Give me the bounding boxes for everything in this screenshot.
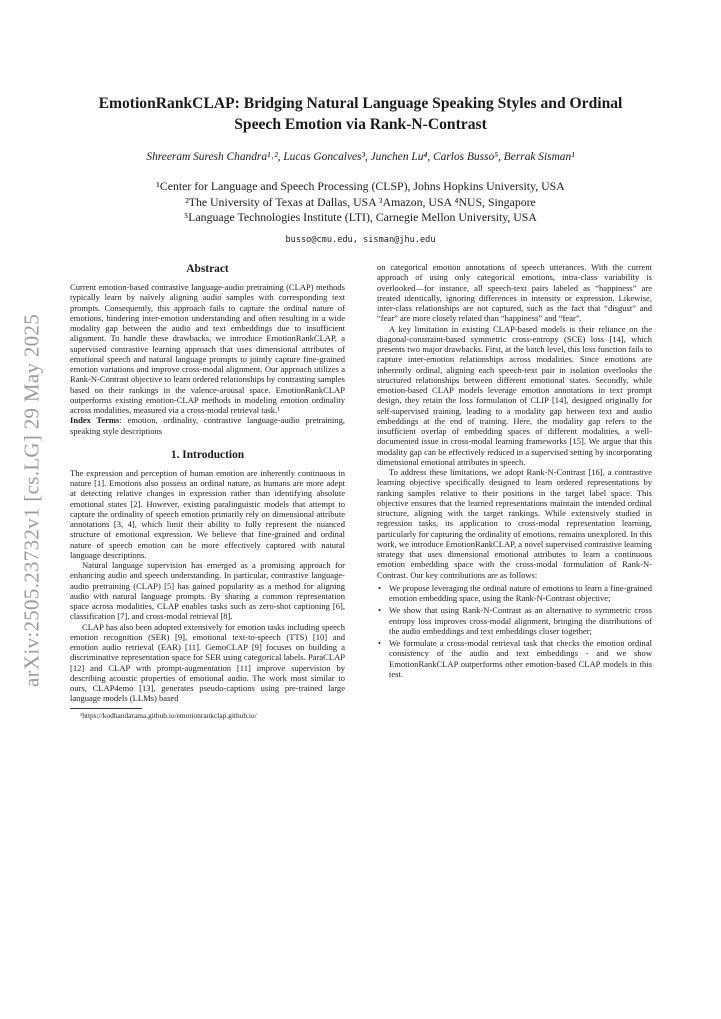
index-terms-label: Index Terms [70,415,120,426]
index-terms-text: : emotion, ordinality, contrastive language-audio pretraining, speaking style descriptions [70,415,345,436]
abstract-text: Current emotion-based contrastive language-audio pretraining (CLAP) methods typically learn by naïvely aligning audio samples with corresponding text prompts. Consequently, this approach fails to capture the ordinal nature of emotions, hindering inter-emotion understanding and often resulting in a wide modality gap between the audio and text embeddings due to insufficient alignment. To handle these drawbacks, we introduce EmotionRankCLAP, a supervised contrastive learning approach that uses dimensional attributes of emotional speech and natural language prompts to jointly capture fine-grained emotion variations and improve cross-modal alignment. Our approach utilizes a Rank-N-Contrast objective to learn ordered relationships by contrasting samples based on their rankings in the valence-arousal space. EmotionRankCLAP outperforms existing emotion-CLAP methods in modeling emotion ordinality across modalities, measured via a cross-modal retrieval task.¹ [70,282,345,415]
contribution-item [377,605,652,636]
contribution-item [377,583,652,604]
introduction-heading: 1. Introduction [170,448,245,461]
abstract-heading: Abstract [186,263,229,275]
paper-title [60,93,661,135]
contribution-item [377,638,652,679]
arxiv-identifier-stamp: arXiv:2505.23732v1 [cs.LG] 29 May 2025 [19,313,44,687]
intro-paragraph-3: CLAP has also been adopted extensively for emotion tasks including speech emotion recognition (SER) [9], emotional text-to-speech (TTS) [10] and emotion audio retrieval (EAR) [11]. GemoCLAP [9] focuses on building a discriminative representation space for SER using categorical labels. ParaCLAP [12] and CLAP with prompt-augmentation [11] improve supervision by describing acoustic properties of emotional audio. The work most similar to ours, CLAP4emo [13], generates pseudo-captions using pre-trained large language models (LLMs) based [70,621,345,704]
contribution-text: We propose leveraging the ordinal nature of emotions to learn a fine-grained emotion embedding space, using the Rank-N-Contrast objective; [389,582,652,603]
contact-emails: busso@cmu.edu, sisman@jhu.edu [285,235,436,245]
bullet-icon: • [378,638,381,648]
right-column [377,262,652,681]
author-list: Shreeram Suresh Chandra¹˒², Lucas Goncalves³, Junchen Lu⁴, Carlos Busso⁵, Berrak Sisman¹ [146,151,575,163]
bullet-icon: • [378,582,381,593]
affiliation-line-2: ²The University of Texas at Dallas, USA ³Amazon, USA ⁴NUS, Singapore [185,194,536,209]
title-line-2: Speech Emotion via Rank-N-Contrast [234,116,487,133]
left-column [70,262,345,720]
right-paragraph-3: To address these limitations, we adopt Rank-N-Contrast [16], a contrastive learning objective specifically designed to learn ordered representations by ranking samples relative to their positions in the target label space. This objective ensures that the learned representations maintain the intended ordinal structure, aligning with the target rankings. While extensively studied in regression tasks, its application to cross-modal representation learning, particularly for capturing the ordinality of emotions, remains unexplored. In this work, we introduce EmotionRankCLAP, a novel supervised contrastive learning strategy that uses dimensional emotional attributes to learn a continuous emotion embedding space with the cross-modal formulation of Rank-N-Contrast. Our key contributions are as follows: [377,467,652,580]
right-paragraph-1: on categorical emotion annotations of speech utterances. With the current approach of using only categorical emotions, intra-class variability is overlooked—for instance, all speech-text pairs labeled as “happiness” are treated identically, ignoring differences in intensity or expression. Likewise, inter-class relationships are not captured, such as the fact that “disgust” and “fear” are more closely related than “happiness” and “fear”. [377,262,652,324]
bullet-icon: • [378,605,381,616]
intro-paragraph-2: Natural language supervision has emerged as a promising approach for enhancing audio and speech understanding. In particular, contrastive language-audio pretraining (CLAP) [5] has gained popularity as a method for aligning audio with natural language prompts. By sharing a common representation space across modalities, CLAP enables tasks such as zero-shot captioning [6], classification [7], and cross-modal retrieval [8]. [70,560,345,622]
intro-paragraph-1: The expression and perception of human emotion are inherently continuous in nature [1]. Emotions also possess an ordinal nature, as humans are more adept at detecting relative changes in expression rather than identifying absolute emotional states [2]. However, existing paralinguistic models that attempt to capture the ordinality of speech emotion primarily rely on dimensional attribute annotations [3, 4], which limit their ability to fully represent the nuanced structure of emotional expression. We believe that fine-grained and ordinal nature of speech emotion can be more effectively captured with natural language descriptions. [70,467,345,560]
index-terms [70,415,345,436]
contribution-text: We show that using Rank-N-Contrast as an alternative to symmetric cross entropy loss improves cross-modal alignment, bringing the distributions of the audio embeddings and text embeddings closer together; [389,605,652,636]
affiliations [60,179,661,226]
right-paragraph-2: A key limitation in existing CLAP-based models is their reliance on the diagonal-constraint-based symmetric cross-entropy (SCE) loss [14], which presents two major drawbacks. First, at the batch level, this loss function fails to capture inter-emotion relationships across modalities. Since emotions are inherently ordinal, aligning each speech-text pair in isolation overlooks the structured relationships between different emotional states. Secondly, while emotion-based CLAP models leverage emotion annotations in text prompt design, they retain the loss formulation of CLIP [14], designed originally for self-supervised training, leading to a modality gap between text and audio embeddings at the end of training. Here, the modality gap refers to the insufficient overlap of embedding spaces of different modalities, a well-documented issue in cross-modal learning frameworks [15]. We argue that this modality gap can be effectively reduced in a supervised setting by incorporating dimensional emotional attributes in speech. [377,323,652,467]
footnote-url[interactable]: ¹https://kodhandarama.github.io/emotionrankclap.github.io/ [80,710,257,720]
affiliation-line-1: ¹Center for Language and Speech Processing (CLSP), Johns Hopkins University, USA [156,179,565,193]
title-line-1: EmotionRankCLAP: Bridging Natural Language Speaking Styles and Ordinal [98,95,623,112]
contribution-list [377,583,652,679]
footnote-rule [70,708,142,709]
affiliation-line-3: ⁵Language Technologies Institute (LTI), Carnegie Mellon University, USA [184,210,537,224]
contribution-text: We formulate a cross-modal retrieval task that checks the emotion ordinal consistency of the audio and text embeddings - and we show EmotionRankCLAP outperforms other emotion-based CLAP models in this test. [389,638,652,679]
